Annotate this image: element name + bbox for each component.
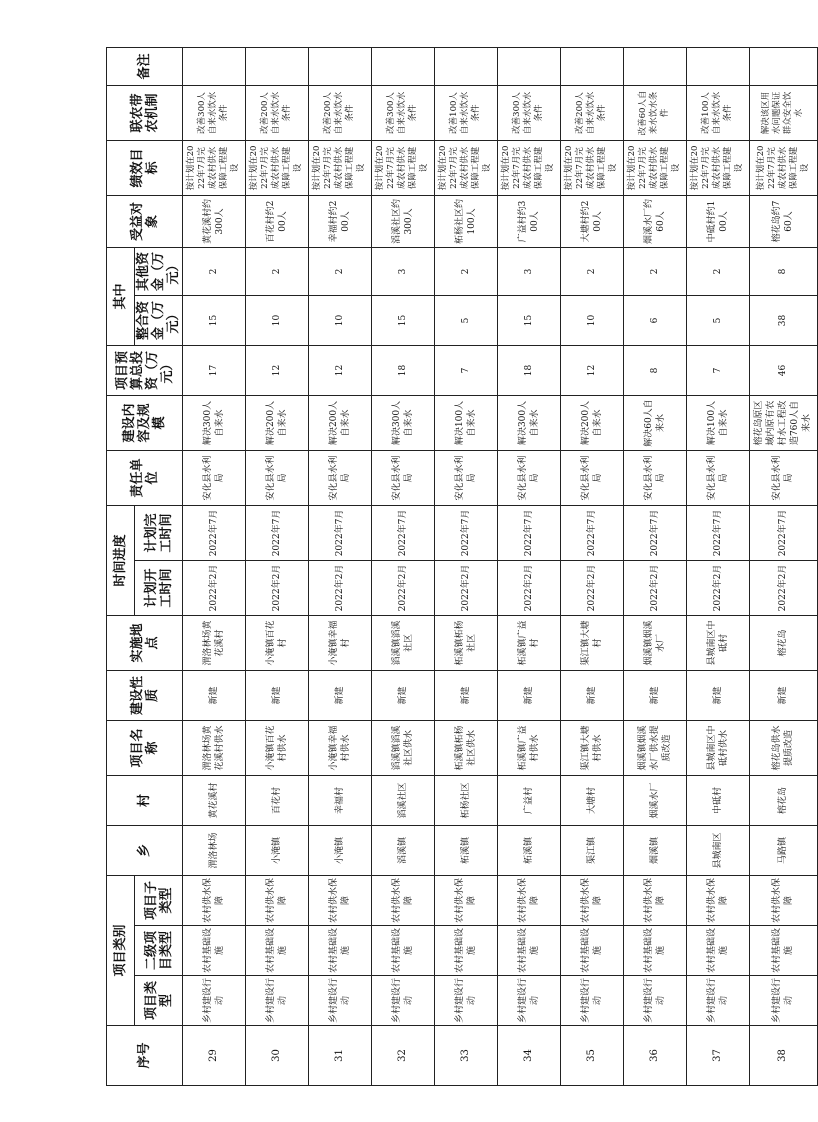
cell-beneficiary: 榕花岛约760人: [749, 195, 817, 247]
cell-budget: 12: [308, 345, 371, 395]
cell-goal: 按计划在2022年7月完成农村供水保障工程建设: [623, 140, 686, 195]
cell-finish: 2022年7月: [749, 505, 817, 560]
cell-nature: 新建: [623, 670, 686, 720]
cell-type: 乡村建设行动: [686, 976, 749, 1026]
cell-village: 幸福村: [308, 775, 371, 825]
cell-nature: 新建: [371, 670, 434, 720]
cell-township: 小淹镇: [245, 825, 308, 875]
cell-seq: 32: [371, 1026, 434, 1086]
cell-budget: 12: [245, 345, 308, 395]
cell-sub: 农村供水保障: [245, 875, 308, 925]
cell-remarks: [183, 47, 246, 85]
cell-location: 小淹镇幸福村: [308, 615, 371, 670]
cell-location: 柘溪镇柘杨社区: [434, 615, 497, 670]
cell-start: 2022年2月: [560, 560, 623, 615]
cell-level2: 农村基础设施: [497, 926, 560, 976]
cell-beneficiary: 黄花溪村约300人: [183, 195, 246, 247]
cell-responsible: 安化县水利局: [623, 450, 686, 505]
cell-level2: 农村基础设施: [371, 926, 434, 976]
cell-responsible: 安化县水利局: [560, 450, 623, 505]
cell-sub: 农村供水保障: [686, 875, 749, 925]
cell-township: 柘溪镇: [434, 825, 497, 875]
cell-nature: 新建: [434, 670, 497, 720]
cell-responsible: 安化县水利局: [371, 450, 434, 505]
cell-mechanism: 改善60人自来水饮水条件: [623, 85, 686, 140]
cell-goal: 按计划在2022年7月完成农村供水保障工程建设: [245, 140, 308, 195]
cell-mechanism: 改善200人自来水饮水条件: [560, 85, 623, 140]
cell-content: 解决100人自来水: [434, 395, 497, 450]
cell-remarks: [245, 47, 308, 85]
cell-other: 2: [245, 247, 308, 295]
cell-other: 2: [308, 247, 371, 295]
cell-type: 乡村建设行动: [560, 976, 623, 1026]
table-row: [183, 47, 246, 1085]
cell-level2: 农村基础设施: [749, 926, 817, 976]
cell-village: 黄花溪村: [183, 775, 246, 825]
cell-level2: 农村基础设施: [245, 926, 308, 976]
cell-village: 柘杨社区: [434, 775, 497, 825]
header-start: 计划开工时间: [135, 560, 183, 615]
cell-level2: 农村基础设施: [308, 926, 371, 976]
cell-finish: 2022年7月: [497, 505, 560, 560]
cell-integrated: 15: [371, 295, 434, 345]
cell-village: 滔溪社区: [371, 775, 434, 825]
cell-location: 县城南区中砥村: [686, 615, 749, 670]
cell-finish: 2022年7月: [623, 505, 686, 560]
cell-goal: 按计划在2022年7月完成农村供水保障工程建设: [560, 140, 623, 195]
project-table: [106, 47, 818, 1086]
cell-integrated: 5: [686, 295, 749, 345]
cell-responsible: 安化县水利局: [497, 450, 560, 505]
cell-mechanism: 改善300人自来水饮水条件: [371, 85, 434, 140]
cell-type: 乡村建设行动: [749, 976, 817, 1026]
cell-beneficiary: 中砥村约100人: [686, 195, 749, 247]
table-row: [434, 47, 497, 1085]
cell-finish: 2022年7月: [245, 505, 308, 560]
cell-project-name: 柘溪镇柘杨社区供水: [434, 720, 497, 775]
header-nature: 建设性质: [107, 670, 183, 720]
cell-budget: 8: [623, 345, 686, 395]
table-row: [686, 47, 749, 1085]
cell-start: 2022年2月: [749, 560, 817, 615]
cell-finish: 2022年7月: [371, 505, 434, 560]
cell-responsible: 安化县水利局: [245, 450, 308, 505]
cell-content: 解决200人自来水: [560, 395, 623, 450]
cell-budget: 7: [686, 345, 749, 395]
cell-mechanism: 改善300人自来水饮水条件: [183, 85, 246, 140]
cell-sub: 农村供水保障: [560, 875, 623, 925]
cell-remarks: [497, 47, 560, 85]
cell-finish: 2022年7月: [560, 505, 623, 560]
cell-location: 小淹镇百花村: [245, 615, 308, 670]
cell-seq: 31: [308, 1026, 371, 1086]
table-row: [371, 47, 434, 1085]
cell-start: 2022年2月: [245, 560, 308, 615]
cell-nature: 新建: [183, 670, 246, 720]
header-remarks: 备注: [107, 47, 183, 85]
header-location: 实施地点: [107, 615, 183, 670]
cell-integrated: 6: [623, 295, 686, 345]
table-row: [245, 47, 308, 1085]
cell-responsible: 安化县水利局: [308, 450, 371, 505]
cell-content: 解决60人自来水: [623, 395, 686, 450]
header-finish: 计划完工时间: [135, 505, 183, 560]
cell-remarks: [686, 47, 749, 85]
cell-type: 乡村建设行动: [245, 976, 308, 1026]
cell-start: 2022年2月: [497, 560, 560, 615]
table-body: [183, 47, 818, 1085]
cell-integrated: 38: [749, 295, 817, 345]
cell-type: 乡村建设行动: [497, 976, 560, 1026]
cell-beneficiary: 柘杨社区约100人: [434, 195, 497, 247]
table-row: [497, 47, 560, 1085]
cell-other: 3: [497, 247, 560, 295]
cell-goal: 按计划在2022年7月完成农村供水保障工程建设: [497, 140, 560, 195]
cell-location: 榕花岛: [749, 615, 817, 670]
cell-goal: 按计划在2022年7月完成农村供水保障工程建设: [371, 140, 434, 195]
header-township: 乡: [107, 825, 183, 875]
cell-location: 烟溪镇烟溪水厂: [623, 615, 686, 670]
cell-beneficiary: 滔溪社区约300人: [371, 195, 434, 247]
cell-project-name: 小淹镇幸福村供水: [308, 720, 371, 775]
cell-integrated: 10: [245, 295, 308, 345]
cell-seq: 36: [623, 1026, 686, 1086]
cell-level2: 农村基础设施: [434, 926, 497, 976]
cell-other: 3: [371, 247, 434, 295]
cell-seq: 37: [686, 1026, 749, 1086]
cell-location: 渠江镇大塘村: [560, 615, 623, 670]
header-category-group: 项目类别: [107, 875, 135, 1025]
cell-content: 解决200人自来水: [245, 395, 308, 450]
cell-goal: 按计划在2022年7月完成农村供水保障工程建设: [749, 140, 817, 195]
header-project-name: 项目名称: [107, 720, 183, 775]
cell-budget: 7: [434, 345, 497, 395]
cell-township: 渭洛林场: [183, 825, 246, 875]
cell-project-name: 榕花岛供水提质改造: [749, 720, 817, 775]
cell-level2: 农村基础设施: [623, 926, 686, 976]
cell-type: 乡村建设行动: [434, 976, 497, 1026]
cell-beneficiary: 幸福村约200人: [308, 195, 371, 247]
cell-goal: 按计划在2022年7月完成农村供水保障工程建设: [183, 140, 246, 195]
cell-project-name: 县城南区中砥村供水: [686, 720, 749, 775]
cell-mechanism: 改善100人自来水饮水条件: [686, 85, 749, 140]
cell-beneficiary: 大塘村约200人: [560, 195, 623, 247]
header-village: 村: [107, 775, 183, 825]
header-of-which: 其中: [107, 247, 135, 345]
cell-sub: 农村供水保障: [749, 875, 817, 925]
cell-seq: 29: [183, 1026, 246, 1086]
cell-other: 2: [434, 247, 497, 295]
cell-location: 渭洛林场黄花溪村: [183, 615, 246, 670]
cell-nature: 新建: [245, 670, 308, 720]
cell-responsible: 安化县水利局: [434, 450, 497, 505]
cell-village: 大塘村: [560, 775, 623, 825]
cell-township: 滔溪镇: [371, 825, 434, 875]
cell-budget: 17: [183, 345, 246, 395]
cell-content: 解决100人自来水: [686, 395, 749, 450]
cell-project-name: 柘溪镇广益村供水: [497, 720, 560, 775]
cell-start: 2022年2月: [623, 560, 686, 615]
cell-type: 乡村建设行动: [183, 976, 246, 1026]
cell-type: 乡村建设行动: [371, 976, 434, 1026]
cell-integrated: 10: [308, 295, 371, 345]
cell-seq: 34: [497, 1026, 560, 1086]
cell-beneficiary: 百花村约200人: [245, 195, 308, 247]
header-responsible: 责任单位: [107, 450, 183, 505]
table-row: [749, 47, 817, 1085]
cell-goal: 按计划在2022年7月完成农村供水保障工程建设: [686, 140, 749, 195]
header-integrated: 整合资金（万元）: [135, 295, 183, 345]
cell-beneficiary: 广益村约300人: [497, 195, 560, 247]
cell-project-name: 烟溪镇烟溪水厂供水提质改造: [623, 720, 686, 775]
header-seq: 序号: [107, 1026, 183, 1086]
cell-village: 榕花岛: [749, 775, 817, 825]
cell-project-name: 小淹镇百花村供水: [245, 720, 308, 775]
cell-mechanism: 改善100人自来水饮水条件: [434, 85, 497, 140]
header-goal: 绩效目标: [107, 140, 183, 195]
cell-content: 榕花岛原区域内原有农村水工程改造760人自来水: [749, 395, 817, 450]
header-category-sub: 项目子类型: [135, 875, 183, 925]
cell-type: 乡村建设行动: [308, 976, 371, 1026]
cell-seq: 33: [434, 1026, 497, 1086]
cell-beneficiary: 烟溪水厂约60人: [623, 195, 686, 247]
cell-finish: 2022年7月: [308, 505, 371, 560]
header-other: 其他资金（万元）: [135, 247, 183, 295]
cell-nature: 新建: [497, 670, 560, 720]
cell-sub: 农村供水保障: [308, 875, 371, 925]
cell-integrated: 15: [183, 295, 246, 345]
rotated-table-wrapper: [106, 48, 818, 1086]
header-category-level2: 二级项目类型: [135, 926, 183, 976]
cell-content: 解决300人自来水: [371, 395, 434, 450]
cell-other: 2: [183, 247, 246, 295]
header-beneficiary: 受益对象: [107, 195, 183, 247]
cell-nature: 新建: [560, 670, 623, 720]
cell-location: 滔溪镇滔溪社区: [371, 615, 434, 670]
header-mechanism: 联农带农机制: [107, 85, 183, 140]
cell-responsible: 安化县水利局: [686, 450, 749, 505]
cell-start: 2022年2月: [308, 560, 371, 615]
cell-integrated: 15: [497, 295, 560, 345]
cell-finish: 2022年7月: [434, 505, 497, 560]
cell-budget: 18: [497, 345, 560, 395]
cell-start: 2022年2月: [183, 560, 246, 615]
cell-integrated: 10: [560, 295, 623, 345]
table-row: [308, 47, 371, 1085]
cell-budget: 18: [371, 345, 434, 395]
cell-start: 2022年2月: [434, 560, 497, 615]
cell-mechanism: 改善200人自来水饮水条件: [245, 85, 308, 140]
cell-integrated: 5: [434, 295, 497, 345]
cell-nature: 新建: [686, 670, 749, 720]
cell-responsible: 安化县水利局: [183, 450, 246, 505]
cell-other: 2: [560, 247, 623, 295]
cell-township: 马路镇: [749, 825, 817, 875]
cell-sub: 农村供水保障: [434, 875, 497, 925]
cell-content: 解决300人自来水: [183, 395, 246, 450]
cell-township: 县城南区: [686, 825, 749, 875]
cell-seq: 35: [560, 1026, 623, 1086]
cell-other: 2: [623, 247, 686, 295]
cell-location: 柘溪镇广益村: [497, 615, 560, 670]
cell-village: 烟溪水厂: [623, 775, 686, 825]
cell-village: 百花村: [245, 775, 308, 825]
cell-finish: 2022年7月: [183, 505, 246, 560]
cell-nature: 新建: [308, 670, 371, 720]
cell-sub: 农村供水保障: [623, 875, 686, 925]
cell-township: 小淹镇: [308, 825, 371, 875]
cell-other: 2: [686, 247, 749, 295]
table-row: [560, 47, 623, 1085]
cell-seq: 38: [749, 1026, 817, 1086]
header-schedule-group: 时间进度: [107, 505, 135, 615]
cell-remarks: [308, 47, 371, 85]
cell-project-name: 渭洛林场黄花溪村供水: [183, 720, 246, 775]
cell-mechanism: 解决该区用水问题保证群众安全饮水: [749, 85, 817, 140]
cell-start: 2022年2月: [686, 560, 749, 615]
cell-content: 解决200人自来水: [308, 395, 371, 450]
cell-level2: 农村基础设施: [560, 926, 623, 976]
cell-content: 解决300人自来水: [497, 395, 560, 450]
header-content: 建设内容及规模: [107, 395, 183, 450]
cell-sub: 农村供水保障: [497, 875, 560, 925]
header-budget: 项目预算总投资（万元）: [107, 345, 183, 395]
cell-project-name: 滔溪镇滔溪社区供水: [371, 720, 434, 775]
cell-type: 乡村建设行动: [623, 976, 686, 1026]
cell-level2: 农村基础设施: [183, 926, 246, 976]
cell-budget: 12: [560, 345, 623, 395]
cell-remarks: [434, 47, 497, 85]
table-row: [623, 47, 686, 1085]
cell-township: 柘溪镇: [497, 825, 560, 875]
cell-sub: 农村供水保障: [183, 875, 246, 925]
cell-goal: 按计划在2022年7月完成农村供水保障工程建设: [434, 140, 497, 195]
cell-level2: 农村基础设施: [686, 926, 749, 976]
cell-start: 2022年2月: [371, 560, 434, 615]
cell-mechanism: 改善200人自来水饮水条件: [308, 85, 371, 140]
cell-nature: 新建: [749, 670, 817, 720]
cell-remarks: [371, 47, 434, 85]
cell-budget: 46: [749, 345, 817, 395]
cell-village: 广益村: [497, 775, 560, 825]
cell-goal: 按计划在2022年7月完成农村供水保障工程建设: [308, 140, 371, 195]
cell-remarks: [623, 47, 686, 85]
cell-project-name: 渠江镇大塘村供水: [560, 720, 623, 775]
cell-mechanism: 改善300人自来水饮水条件: [497, 85, 560, 140]
cell-remarks: [749, 47, 817, 85]
cell-responsible: 安化县水利局: [749, 450, 817, 505]
cell-village: 中砥村: [686, 775, 749, 825]
header-category-type: 项目类型: [135, 976, 183, 1026]
cell-sub: 农村供水保障: [371, 875, 434, 925]
cell-township: 烟溪镇: [623, 825, 686, 875]
cell-other: 8: [749, 247, 817, 295]
cell-finish: 2022年7月: [686, 505, 749, 560]
cell-township: 渠江镇: [560, 825, 623, 875]
cell-seq: 30: [245, 1026, 308, 1086]
cell-remarks: [560, 47, 623, 85]
